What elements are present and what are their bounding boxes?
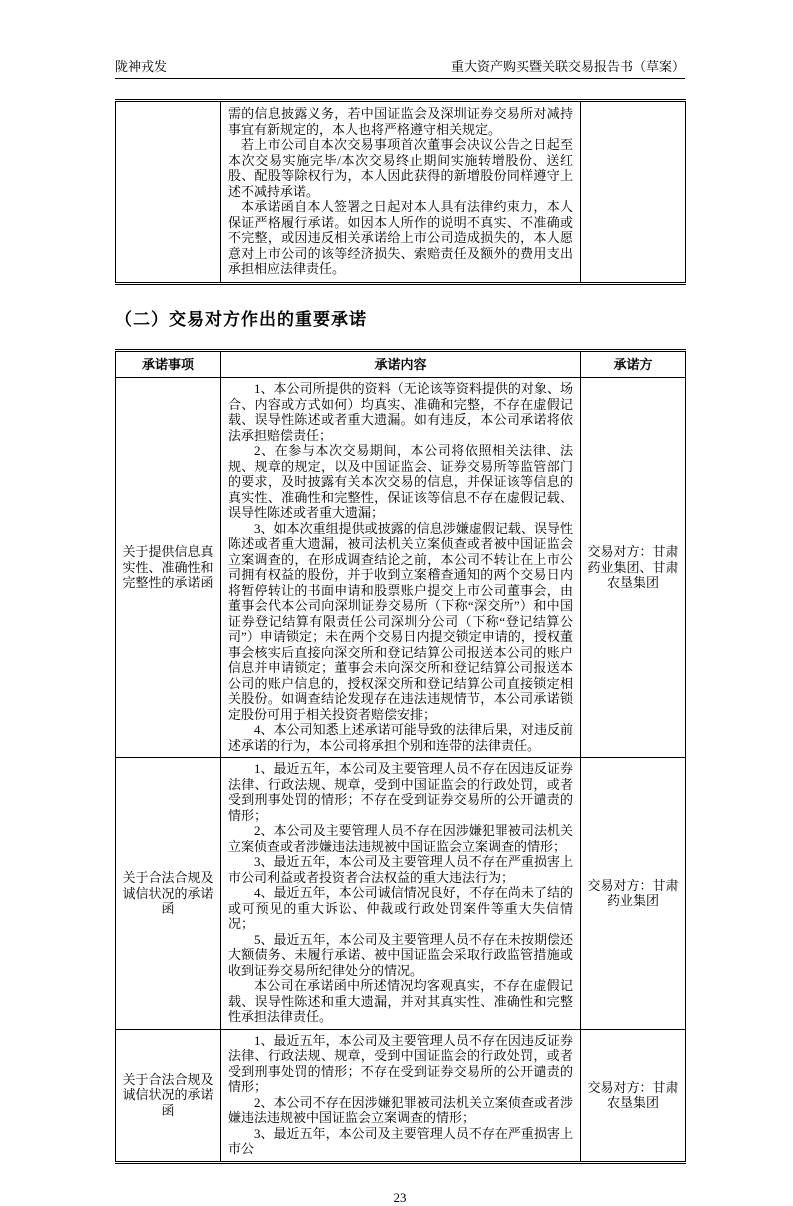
section-heading: （二）交易对方作出的重要承诺: [115, 309, 367, 329]
commitment-item-cell: 关于合法合规及诚信状况的承诺函: [116, 1029, 221, 1162]
paragraph: 1、本公司所提供的资料（无论该等资料提供的对象、场合、内容或方式如何）均真实、准确和完整，不存在虚假记载、误导性陈述或者重大遗漏。如有违反，本公司承诺将依法承担赔偿责任；: [228, 381, 573, 443]
column-header-party: 承诺方: [581, 350, 686, 378]
paragraph: 3、最近五年，本公司及主要管理人员不存在严重损害上市公司利益或者投资者合法权益的重大违法行为；: [228, 854, 573, 885]
commitment-item-cell: 关于合法合规及诚信状况的承诺函: [116, 758, 221, 1030]
table-row: [116, 758, 686, 1030]
paragraph: 1、最近五年，本公司及主要管理人员不存在因违反证券法律、行政法规、规章，受到中国证监会的行政处罚，或者受到刑事处罚的情形；不存在受到证券交易所的公开谴责的情形；: [228, 761, 573, 823]
paragraph: 1、最近五年，本公司及主要管理人员不存在因违反证券法律、行政法规、规章，受到中国证监会的行政处罚，或者受到刑事处罚的情形；不存在受到证券交易所的公开谴责的情形；: [228, 1032, 573, 1094]
running-header: [115, 56, 685, 79]
paragraph: 3、如本次重组提供或披露的信息涉嫌虚假记载、误导性陈述或者重大遗漏，被司法机关立案侦查或者被中国证监会立案调查的，在形成调查结论之前，本公司不转让在上市公司拥有权益的股份，并于收到立案稽查通知的两个交易日内将暂停转让的书面申请和股票账户提交上市公司董事会，由董事会代本公司向深圳证券交易所（下称“深交所”）和中国证券登记结算有限责任公司深圳分公司（下称“登记结算公司”）申请锁定；未在两个交易日内提交锁定申请的，授权董事会核实后直接向深交所和登记结算公司报送本公司的账户信息并申请锁定；董事会未向深交所和登记结算公司报送本公司的账户信息的，授权深交所和登记结算公司直接锁定相关股份。如调查结论发现存在违法违规情节，本公司承诺锁定股份可用于相关投资者赔偿安排；: [228, 520, 573, 722]
paragraph: 2、本公司不存在因涉嫌犯罪被司法机关立案侦查或者涉嫌违法违规被中国证监会立案调查的情形；: [228, 1094, 573, 1125]
commitment-table: [115, 349, 686, 1164]
table-header-row: [116, 350, 686, 378]
commitment-party-cell: 交易对方：甘肃农垦集团: [581, 1029, 686, 1162]
paragraph: 3、最近五年，本公司及主要管理人员不存在严重损害上市公: [228, 1125, 573, 1156]
commitment-party-cell: 交易对方：甘肃药业集团、甘肃农垦集团: [581, 378, 686, 758]
paragraph: 需的信息披露义务，若中国证监会及深圳证券交易所对减持事宜有新规定的，本人也将严格遵守相关规定。: [228, 106, 573, 137]
table-row: [116, 1029, 686, 1162]
paragraph: 本公司在承诺函中所述情况均客观真实，不存在虚假记载、误导性陈述和重大遗漏，并对其真实性、准确性和完整性承担法律责任。: [228, 978, 573, 1024]
paragraph: 2、在参与本次交易期间，本公司将依照相关法律、法规、规章的规定，以及中国证监会、证券交易所等监管部门的要求，及时披露有关本次交易的信息，并保证该等信息的真实性、准确性和完整性，保证该等信息不存在虚假记载、误导性陈述或者重大遗漏；: [228, 443, 573, 520]
paragraph: 2、本公司及主要管理人员不存在因涉嫌犯罪被司法机关立案侦查或者涉嫌违法违规被中国证监会立案调查的情形；: [228, 823, 573, 854]
commitment-content-cell: [221, 101, 581, 284]
column-header-item: 承诺事项: [116, 350, 221, 378]
commitment-content-cell: [221, 758, 581, 1030]
table-row: [116, 378, 686, 758]
paragraph: 4、本公司知悉上述承诺可能导致的法律后果，对违反前述承诺的行为，本公司将承担个别和连带的法律责任。: [228, 722, 573, 753]
commitment-party-cell-empty: [581, 101, 686, 284]
page-number: 23: [393, 1189, 407, 1205]
commitment-content-cell: [221, 378, 581, 758]
paragraph: 5、最近五年，本公司及主要管理人员不存在未按期偿还大额债务、未履行承诺、被中国证监会采取行政监管措施或收到证券交易所纪律处分的情况。: [228, 931, 573, 978]
paragraph: 本承诺函自本人签署之日起对本人具有法律约束力，本人保证严格履行承诺。如因本人所作的说明不真实、不准确或不完整，或因违反相关承诺给上市公司造成损失的，本人愿意对上市公司的该等经济损失、索赔责任及额外的费用支出承担相应法律责任。: [228, 199, 573, 276]
continuation-commitment-table: [115, 99, 686, 285]
commitment-item-cell-empty: [116, 101, 221, 284]
commitment-item-cell: 关于提供信息真实性、准确性和完整性的承诺函: [116, 378, 221, 758]
table-row: [116, 101, 686, 284]
paragraph: 4、最近五年，本公司诚信情况良好，不存在尚未了结的或可预见的重大诉讼、仲裁或行政处罚案件等重大失信情况；: [228, 885, 573, 931]
header-report-title: 重大资产购买暨关联交易报告书（草案）: [450, 59, 685, 74]
column-header-content: 承诺内容: [221, 350, 581, 378]
document-page: [115, 56, 685, 1206]
paragraph: 若上市公司自本次交易事项首次董事会决议公告之日起至本次交易实施完毕/本次交易终止期间实施转增股份、送红股、配股等除权行为，本人因此获得的新增股份同样遵守上述不减持承诺。: [228, 137, 573, 199]
header-company-name: 陇神戎发: [115, 59, 168, 74]
commitment-content-cell: [221, 1029, 581, 1162]
commitment-party-cell: 交易对方：甘肃药业集团: [581, 758, 686, 1030]
